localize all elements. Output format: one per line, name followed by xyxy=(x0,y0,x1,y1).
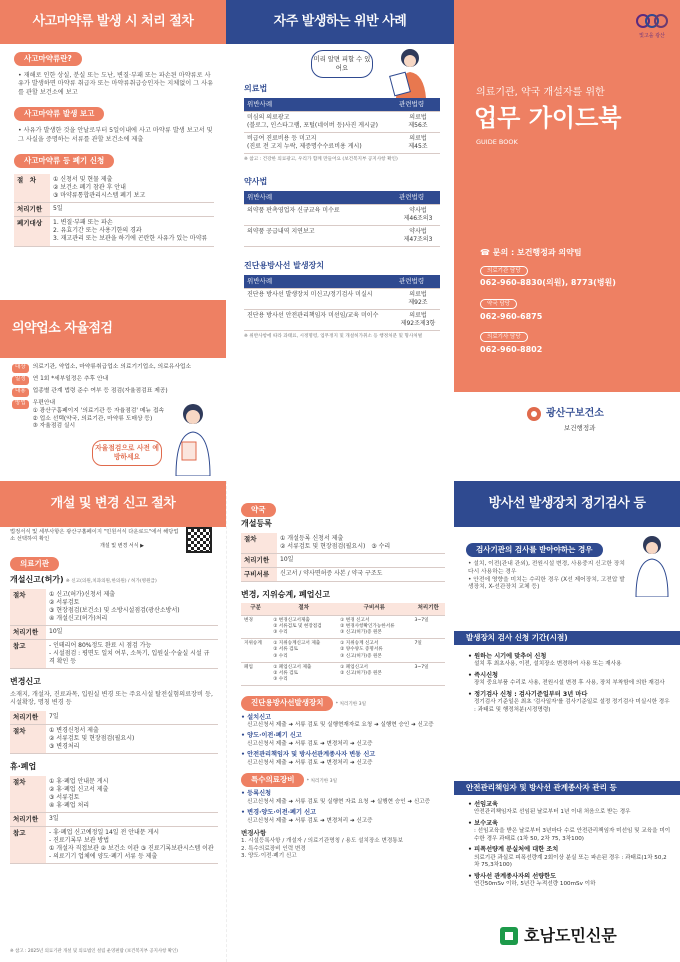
table-row xyxy=(244,225,440,246)
section-text: • 재해로 인한 상실, 분실 또는 도난, 변질·부패 또는 파손된 마약류로 사유가 발생하면 마약류 취급자 또는 마약류취급승인자는 지체없이 그 사유를 관할 보건소에 보고 xyxy=(18,72,214,96)
change-value: ① 변경신청서 제출 ② 서류검토 및 현장점검(필요시) ③ 변경처리 xyxy=(46,724,218,753)
col-header: 구분 xyxy=(241,603,270,615)
violation-law: 의료법 제92조 xyxy=(396,288,440,309)
table-row xyxy=(10,776,218,813)
step-heading: • 정기검사 신청 : 검사기준일부터 3년 마다 xyxy=(468,690,588,698)
step-item xyxy=(468,846,672,869)
section-heading: 변경, 지위승계, 폐업신고 xyxy=(241,589,330,599)
violation-law: 의료법 제92조제3항 xyxy=(396,309,440,330)
step-text: 의료기관 과실로 피폭선량계 2회이상 분실 또는 파손된 경우 : 과태료(1차 50,2차 75,3차100) xyxy=(474,854,667,869)
panel-title: 사고마약류 발생 시 처리 절차 xyxy=(0,0,226,44)
step-text: 연간50mSv 이하, 5년간 누적선량 100mSv 이하 xyxy=(474,881,596,888)
table-row xyxy=(10,589,218,626)
pharm-law-table xyxy=(244,191,440,247)
table-cell: 변경 xyxy=(241,615,270,639)
step-text: 신고신청서 제출 ➜ 서류 검토 및 실행현재자료 요청 ➜ 실행현 승인 ➜ 신고증 xyxy=(247,721,434,728)
open-value: - 인테리어 80%정도 완료 시 점검 가능 - 시설점검 : 평면도 일치 여부, 소독기, 입원실·수술실 시설 규격 확인 등 xyxy=(46,639,218,668)
panel-title: 개설 및 변경 신고 절차 xyxy=(0,481,226,527)
contact-phone: 062-960-6875 xyxy=(480,311,543,321)
section-pill: 사고마약류 등 폐기 신청 xyxy=(14,154,114,168)
closure-value: - 휴·폐업 신고예정일 14일 전 안내문 게시 - 진료기록부 보관 방법 ① 개설자 직접보관 ② 보건소 이관 ③ 진료기록보관시스템 이관 - 의료기기 업체에 양도·폐기 서류 등 제출 xyxy=(46,826,218,863)
section-pill: 검사기관의 검사를 받아야하는 경우 xyxy=(466,543,603,557)
panel-title: 의약업소 자율점검 xyxy=(0,300,226,358)
open-key: 처리기한 xyxy=(10,626,46,640)
table-cell: 7일 xyxy=(411,639,445,663)
table-cell: ① 폐업신고서 ② 신고(허가)증 원본 xyxy=(337,662,411,686)
open-value: ① 신고(허가)신청서 제출 ② 서류검토 ③ 현장점검(보건소) 및 소방시설점검(광산소방서) ④ 개설신고(허가)처리 xyxy=(46,589,218,626)
table-row xyxy=(241,533,445,554)
radiation-steps xyxy=(241,714,445,768)
change-value: 7일 xyxy=(46,711,218,724)
pharmacy-open-value: 10일 xyxy=(277,553,445,567)
violation-case: 미심의 의료광고 (블로그, 인스타그램, 포털(네이버 등)사진 게시글) xyxy=(244,111,396,132)
step-heading: • 보수교육 xyxy=(468,819,499,827)
inspection-timing-list xyxy=(468,653,672,717)
step-item xyxy=(468,873,672,889)
step-text: 정기검사 기준일은 최초 '검사일자'를 검사기준일로 설정 정기검사 미실시한 경우 : 과태료 및 행정처분(시정명령) xyxy=(474,699,670,713)
step-heading: • 즉시신청 xyxy=(468,671,499,679)
step-text: : 선임교육을 받은 날로부터 3년마다 수료 안전관리책임자 미선임 및 교육을 미이수한 경우 과태료 (1차 50, 2차 75, 3차100) xyxy=(474,828,671,842)
step-item xyxy=(468,801,672,817)
step-heading: • 안전관리책임자 및 방사선관계종사자 변동 신고 xyxy=(241,751,376,759)
col-header: 관련법령 xyxy=(396,275,440,288)
pharmacy-open-key: 구비서류 xyxy=(241,567,277,581)
table-row xyxy=(10,639,218,668)
table-row xyxy=(241,615,445,639)
item-tag: 방법 xyxy=(12,400,29,409)
org-name: 광산구보건소 xyxy=(546,408,604,420)
step-text: 신고신청서 제출 ➜ 서류 검토 ➜ 변경처리 ➜ 신고증 xyxy=(247,817,373,824)
table-row xyxy=(241,567,445,581)
item-tag: 일정 xyxy=(12,376,29,385)
note: ※ 참고 : 2025년 의료기관 개설 및 의료법인 설립 운영편람 (보건복지부 공지사항 확인) xyxy=(10,949,178,954)
violation-law: 약사법 제47조의3 xyxy=(396,225,440,246)
table-row xyxy=(14,174,214,203)
list-item xyxy=(12,364,218,373)
step-heading: • 등록신청 xyxy=(241,790,272,798)
item-text: 우편안내 ① 광산구홈페이지 '의료기관 등 자율점검' 메뉴 접속 ② 업소 선택(약국, 의료기관, 마약류 도매상 등) ③ 자율점검 실시 xyxy=(32,400,165,430)
qr-code-icon[interactable] xyxy=(186,527,212,553)
contact-phone: 062-960-8830(의원), 8773(병원) xyxy=(480,278,616,288)
step-heading: • 설치신고 xyxy=(241,713,272,721)
table-cell: ① 변경 신고서 ② 변경사항확인가능한서류 ③ 신고(허가)증 원본 xyxy=(337,615,411,639)
step-text: 장치 중요부품 수리로 사용, 전원시설 변경 후 사용, 장치 부착함에 의한 재검사 xyxy=(474,680,665,687)
section-heading: 개설등록 xyxy=(241,519,272,528)
speech-bubble: 미리 알면 피할 수 있어요 xyxy=(311,50,373,78)
closure-value: 3일 xyxy=(46,812,218,826)
newspaper-logo xyxy=(498,925,617,947)
col-header: 관련법령 xyxy=(396,191,440,204)
table-cell: ① 변경신고서제출 ② 서류검토 및 현장점검 ③ 수리 xyxy=(270,615,337,639)
item-text: 연 1회 *세부일정은 추후 안내 xyxy=(32,376,109,382)
step-item xyxy=(241,732,445,748)
radiation-law-table xyxy=(244,275,440,331)
step-heading: • 원하는 시기에 맞추어 신청 xyxy=(468,653,547,660)
cover-subtitle: 의료기관, 약국 개설자를 위한 xyxy=(476,87,605,98)
newspaper-logo-icon xyxy=(498,925,520,947)
pharmacy-open-value: ① 개설등록 신청서 제출 ② 서류검토 및 현장점검(필요시) ③ 수리 xyxy=(277,533,445,554)
step-text: 설치 후 최초사용, 이전, 설치장소 변경하여 사용 또는 재사용 xyxy=(474,661,622,668)
col-header: 위반사례 xyxy=(244,98,396,111)
table-cell: ① 지위승계신고서 제출 ② 서류 검토 ③ 수리 xyxy=(270,639,337,663)
step-text: 신고신청서 제출 ➜ 서류 검토 ➜ 변경처리 ➜ 신고증 xyxy=(247,759,373,766)
table-row xyxy=(241,639,445,663)
disposal-value: ① 신청서 및 현물 제출 ② 보건소 폐기 참관 후 안내 ③ 마약류통합관리시스템 폐기 보고 xyxy=(50,174,214,203)
disposal-table xyxy=(14,174,214,246)
speech-bubble: 자율점검으로 사전 예방하세요 xyxy=(92,440,162,466)
section-pill: 특수의료장비 xyxy=(241,773,304,787)
logo-text: 빛고을 광산 xyxy=(639,33,665,40)
section-pill: 약국 xyxy=(241,503,276,517)
disposal-value: 5일 xyxy=(50,203,214,217)
staff-management-list xyxy=(468,801,672,892)
list-item xyxy=(12,388,218,397)
contact-label: 약국 담당 xyxy=(480,299,517,309)
col-header: 위반사례 xyxy=(244,191,396,204)
table-row xyxy=(241,662,445,686)
section-bar: 안전관리책임자 및 방사선 관계종사자 관리 등 xyxy=(454,781,680,795)
doctor-icon xyxy=(168,400,218,476)
contact-title: ☎ 문의 : 보건행정과 의약팀 xyxy=(480,248,582,257)
disposal-value: 1. 변질·부패 또는 파손 2. 유효기간 또는 사용기한의 경과 3. 재고관리 또는 보관을 하기에 곤란한 사유가 있는 마약류 xyxy=(50,217,214,246)
step-item xyxy=(241,751,445,767)
table-row xyxy=(244,309,440,330)
step-heading: • 양도·이전·폐기 신고 xyxy=(241,732,302,740)
violation-law: 의료법 제56조 xyxy=(396,111,440,132)
cover-panel xyxy=(454,0,680,481)
pharmacy-open-key: 처리기한 xyxy=(241,553,277,567)
law-heading: 약사법 xyxy=(244,177,268,187)
pharmacy-open-key: 절차 xyxy=(241,533,277,554)
panel-open-change xyxy=(0,481,226,962)
violation-law: 약사법 제46조의3 xyxy=(396,204,440,225)
org-dept: 보건행정과 xyxy=(564,424,596,432)
closure-table xyxy=(10,776,218,865)
open-table xyxy=(10,589,218,669)
contact-phone: 062-960-8802 xyxy=(480,344,543,354)
medical-law-table xyxy=(244,98,440,154)
table-cell: 지위승계 xyxy=(241,639,270,663)
table-row xyxy=(244,204,440,225)
org-logo-icon xyxy=(526,406,542,422)
col-header: 위반사례 xyxy=(244,275,396,288)
panel-pharmacy xyxy=(226,481,454,962)
panel-title: 자주 발생하는 위반 사례 xyxy=(226,0,454,44)
change-list: 1. 시설등록사항 / 개설자 / 의료기관명칭 / 용도 설치장소 변경통보 2. 특수의료장비 인력 변경 3. 양도·이전·폐기 신고 xyxy=(241,837,404,860)
newspaper-name: 호남도민신문 xyxy=(524,926,617,946)
violation-case: 의약품 판촉영업자 신규교육 미수료 xyxy=(244,204,396,225)
special-steps xyxy=(241,790,445,825)
section-heading: 개설신고(허가) xyxy=(10,575,64,584)
change-heading: 변경사항 xyxy=(241,829,267,838)
panel-radiation-inspection xyxy=(454,481,680,962)
col-header: 절차 xyxy=(270,603,337,615)
pharmacy-open-table xyxy=(241,533,445,582)
table-cell: ① 지위승계 신고서 ② 양수양도 증명서류 ③ 신고(허가)증 원본 xyxy=(337,639,411,663)
item-text: 의료기관, 약업소, 마약류취급업소 의료기기업소, 의료유사업소 xyxy=(32,364,192,370)
logo-icon xyxy=(635,12,669,30)
change-key: 처리기한 xyxy=(10,711,46,724)
col-header: 관련법령 xyxy=(396,98,440,111)
violation-case: 진단용 방사선 안전관리책임자 미선임/교육 미이수 xyxy=(244,309,396,330)
disposal-key: 폐기대상 xyxy=(14,217,50,246)
note: ※ 참고 : 건강한 의료광고, 우리가 함께 만들어요 (보건복지부 공지사항 확인) xyxy=(244,156,398,162)
change-table xyxy=(10,711,218,754)
doctor-icon xyxy=(632,533,672,597)
change-key: 절차 xyxy=(10,724,46,753)
violation-case: 의약품 공급내역 지연보고 xyxy=(244,225,396,246)
section-text: 소재지, 개설자, 진료과목, 입원실 변경 또는 주요시설 탈전실험의료장비 등, 시설확장, 명칭 변경 등 xyxy=(10,691,213,707)
panel-title: 방사선 발생장치 정기검사 등 xyxy=(454,481,680,527)
item-tag: 내용 xyxy=(12,388,29,397)
panel-self-check xyxy=(0,300,226,481)
closure-key: 절차 xyxy=(10,776,46,813)
pharmacy-change-table xyxy=(241,603,445,686)
pharmacy-open-value: 신고서 / 약사면허증 사본 / 약국 구조도 xyxy=(277,567,445,581)
section-heading: 휴·폐업 xyxy=(10,761,37,771)
disposal-key: 절 차 xyxy=(14,174,50,203)
qr-label: 개설 및 변경 서식 ▶ xyxy=(100,543,145,549)
open-key: 절차 xyxy=(10,589,46,626)
section-note: * 처리기한 3일 xyxy=(306,779,338,785)
open-key: 참고 xyxy=(10,639,46,668)
item-tag: 대상 xyxy=(12,364,29,373)
violation-law: 의료법 제45조 xyxy=(396,132,440,153)
law-heading: 의료법 xyxy=(244,84,268,93)
section-pill: 사고마약류란? xyxy=(14,52,82,66)
table-cell: 폐업 xyxy=(241,662,270,686)
step-heading: • 피폭선량계 분실처에 대한 조치 xyxy=(468,846,559,854)
step-text: 안전관리책임자로 선임된 날로부터 1년 이내 처음으로 받는 경우 xyxy=(474,809,631,816)
panel-violations xyxy=(226,0,454,481)
section-note: ※ 신고(의원,치과의원,한의원) / 허가(병원급) xyxy=(65,579,157,584)
cover-title: 업무 가이드북 xyxy=(474,104,622,132)
item-text: 업종별 관계 법령 준수 여부 등 점검(자율점검표 제공) xyxy=(32,388,168,394)
step-heading: • 방사선 관계종사자의 선량한도 xyxy=(468,872,557,880)
table-row xyxy=(10,826,218,863)
city-logo xyxy=(632,12,672,40)
step-item xyxy=(468,691,672,714)
table-row xyxy=(244,288,440,309)
intro: 법정서식 및 세부사항은 광산구홈페이지 "민원서식 다운로드"에서 해당업소 선택하여 확인 xyxy=(10,529,179,543)
step-heading: • 변경·양도·이전·폐기 신고 xyxy=(241,809,317,817)
list-item xyxy=(12,376,218,385)
table-row xyxy=(10,626,218,640)
table-row xyxy=(244,111,440,132)
section-note: * 처리기한 3일 xyxy=(335,702,367,708)
table-row xyxy=(14,203,214,217)
note: ※ 위반사항에 따라 과태료, 시정명령, 업무정지 및 개설허가취소 등 행정처분 및 형사처벌 xyxy=(244,334,423,339)
step-item xyxy=(241,790,445,806)
step-item xyxy=(241,714,445,730)
table-row xyxy=(10,724,218,753)
closure-key: 참고 xyxy=(10,826,46,863)
col-header: 처리기한 xyxy=(411,603,445,615)
section-pill: 진단용방사선발생장치 xyxy=(241,696,333,710)
closure-value: ① 휴·폐업 안내문 게시 ② 휴·폐업 신고서 제출 ③ 서류검토 ④ 휴·폐업 처리 xyxy=(46,776,218,813)
step-text: 신고신청서 제출 ➜ 서류 검토 및 실행현 자료 요청 ➜ 실행현 승인 ➜ 신고증 xyxy=(247,798,431,805)
col-header: 구비서류 xyxy=(337,603,411,615)
violation-case: 비급여 진료비용 등 미고지 (진료 전 고지 누락, 제증명수수료비용 게시) xyxy=(244,132,396,153)
table-row xyxy=(10,711,218,724)
disposal-key: 처리기한 xyxy=(14,203,50,217)
table-cell: 3~7일 xyxy=(411,662,445,686)
open-value: 10일 xyxy=(46,626,218,640)
law-heading: 진단용방사선 발생장치 xyxy=(244,261,325,271)
step-item xyxy=(468,672,672,688)
contact-label: 의료기관 담당 xyxy=(480,266,528,276)
violation-case: 진단용 방사선 발생장치 미신고/정기검사 미실시 xyxy=(244,288,396,309)
step-item xyxy=(468,820,672,843)
section-pill: 사고마약류 발생 보고 xyxy=(14,107,104,121)
section-text: • 사유가 발생한 것을 안날로부터 5일이내에 사고 마약류 발생 보고서 및 그 사실을 증명하는 서류를 관할 보건소에 제출 xyxy=(18,127,213,143)
closure-key: 처리기한 xyxy=(10,812,46,826)
table-cell: ① 폐업신고서 제출 ② 서류 검토 ③ 수리 xyxy=(270,662,337,686)
org-footer xyxy=(454,392,680,481)
section-text: • 설치, 이전(관내 관외), 전원시설 변경, 사용중지 신고한 장치 다시 사용하는 경우 • 안전에 영향을 미치는 수리한 경우 (X선 제어장치, 고전압 발생장치, X-선관장치 교체 등) xyxy=(468,561,626,591)
step-item xyxy=(468,653,672,669)
table-cell: 3~7일 xyxy=(411,615,445,639)
section-pill: 의료기관 xyxy=(10,557,59,571)
table-row xyxy=(10,812,218,826)
contact-label: 의료기사 담당 xyxy=(480,332,528,342)
table-row xyxy=(244,132,440,153)
section-bar: 발생장치 검사 신청 기간(시점) xyxy=(454,631,680,645)
section-heading: 변경신고 xyxy=(10,677,41,687)
step-item xyxy=(241,809,445,825)
step-heading: • 선임교육 xyxy=(468,801,499,808)
step-text: 신고신청서 제출 ➜ 서류 검토 ➜ 변경처리 ➜ 신고증 xyxy=(247,740,373,747)
table-row xyxy=(241,553,445,567)
table-row xyxy=(14,217,214,246)
cover-eng: GUIDE BOOK xyxy=(476,138,518,146)
